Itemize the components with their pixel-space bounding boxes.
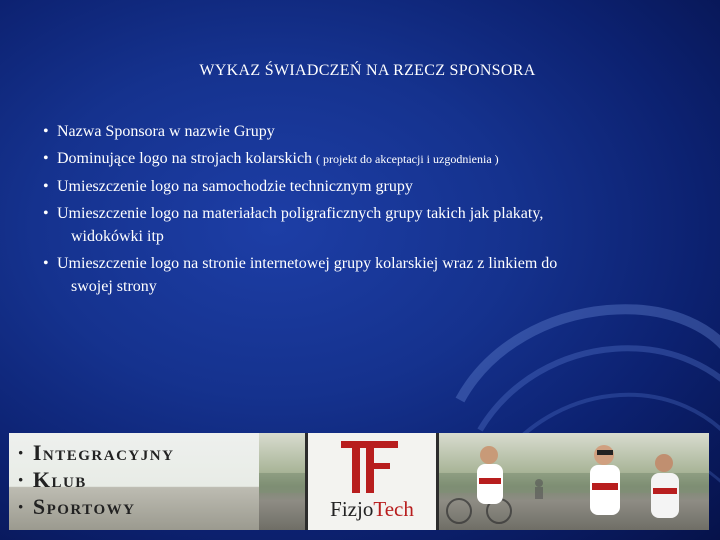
club-line: · Klub <box>17 467 87 492</box>
bullet-item <box>43 250 708 300</box>
club-line: · Integracyjny <box>17 440 175 465</box>
brand-part-tech: Tech <box>373 497 414 521</box>
brand-part-fizjo: Fizjo <box>330 497 374 521</box>
fizjotech-logo <box>305 433 439 530</box>
bullet-symbol: • <box>43 178 49 195</box>
tf-logo-mark <box>308 433 430 503</box>
bullet-text: Umieszczenie logo na samochodzie technicznym grupy <box>57 178 413 195</box>
bullet-item <box>43 145 708 173</box>
bullet-text: Umieszczenie logo na materiałach poligraficznych grupy takich jak plakaty, <box>57 205 544 222</box>
bullet-list <box>43 118 708 300</box>
club-line: · Sportowy <box>17 494 136 519</box>
bullet-continuation: widokówki itp <box>71 228 164 245</box>
bullet-symbol: • <box>43 150 49 167</box>
club-name <box>17 439 174 520</box>
bullet-text: Dominujące logo na strojach kolarskich <box>57 150 313 167</box>
bullet-text: Nazwa Sponsora w nazwie Grupy <box>57 123 275 140</box>
bullet-continuation: swojej strony <box>71 278 157 295</box>
bullet-note: ( projekt do akceptacji i uzgodnienia ) <box>316 152 499 166</box>
sponsor-banner <box>9 433 709 530</box>
bullet-item <box>43 173 708 200</box>
bullet-text: Umieszczenie logo na stronie internetowej grupy kolarskiej wraz z linkiem do <box>57 255 558 272</box>
bullet-symbol: • <box>43 255 49 272</box>
brand-name <box>308 497 436 522</box>
bullet-symbol: • <box>43 205 49 222</box>
slide-title: WYKAZ ŚWIADCZEŃ NA RZECZ SPONSORA <box>199 62 536 79</box>
bullet-symbol: • <box>43 123 49 140</box>
bullet-item <box>43 200 708 250</box>
bullet-item <box>43 118 708 145</box>
